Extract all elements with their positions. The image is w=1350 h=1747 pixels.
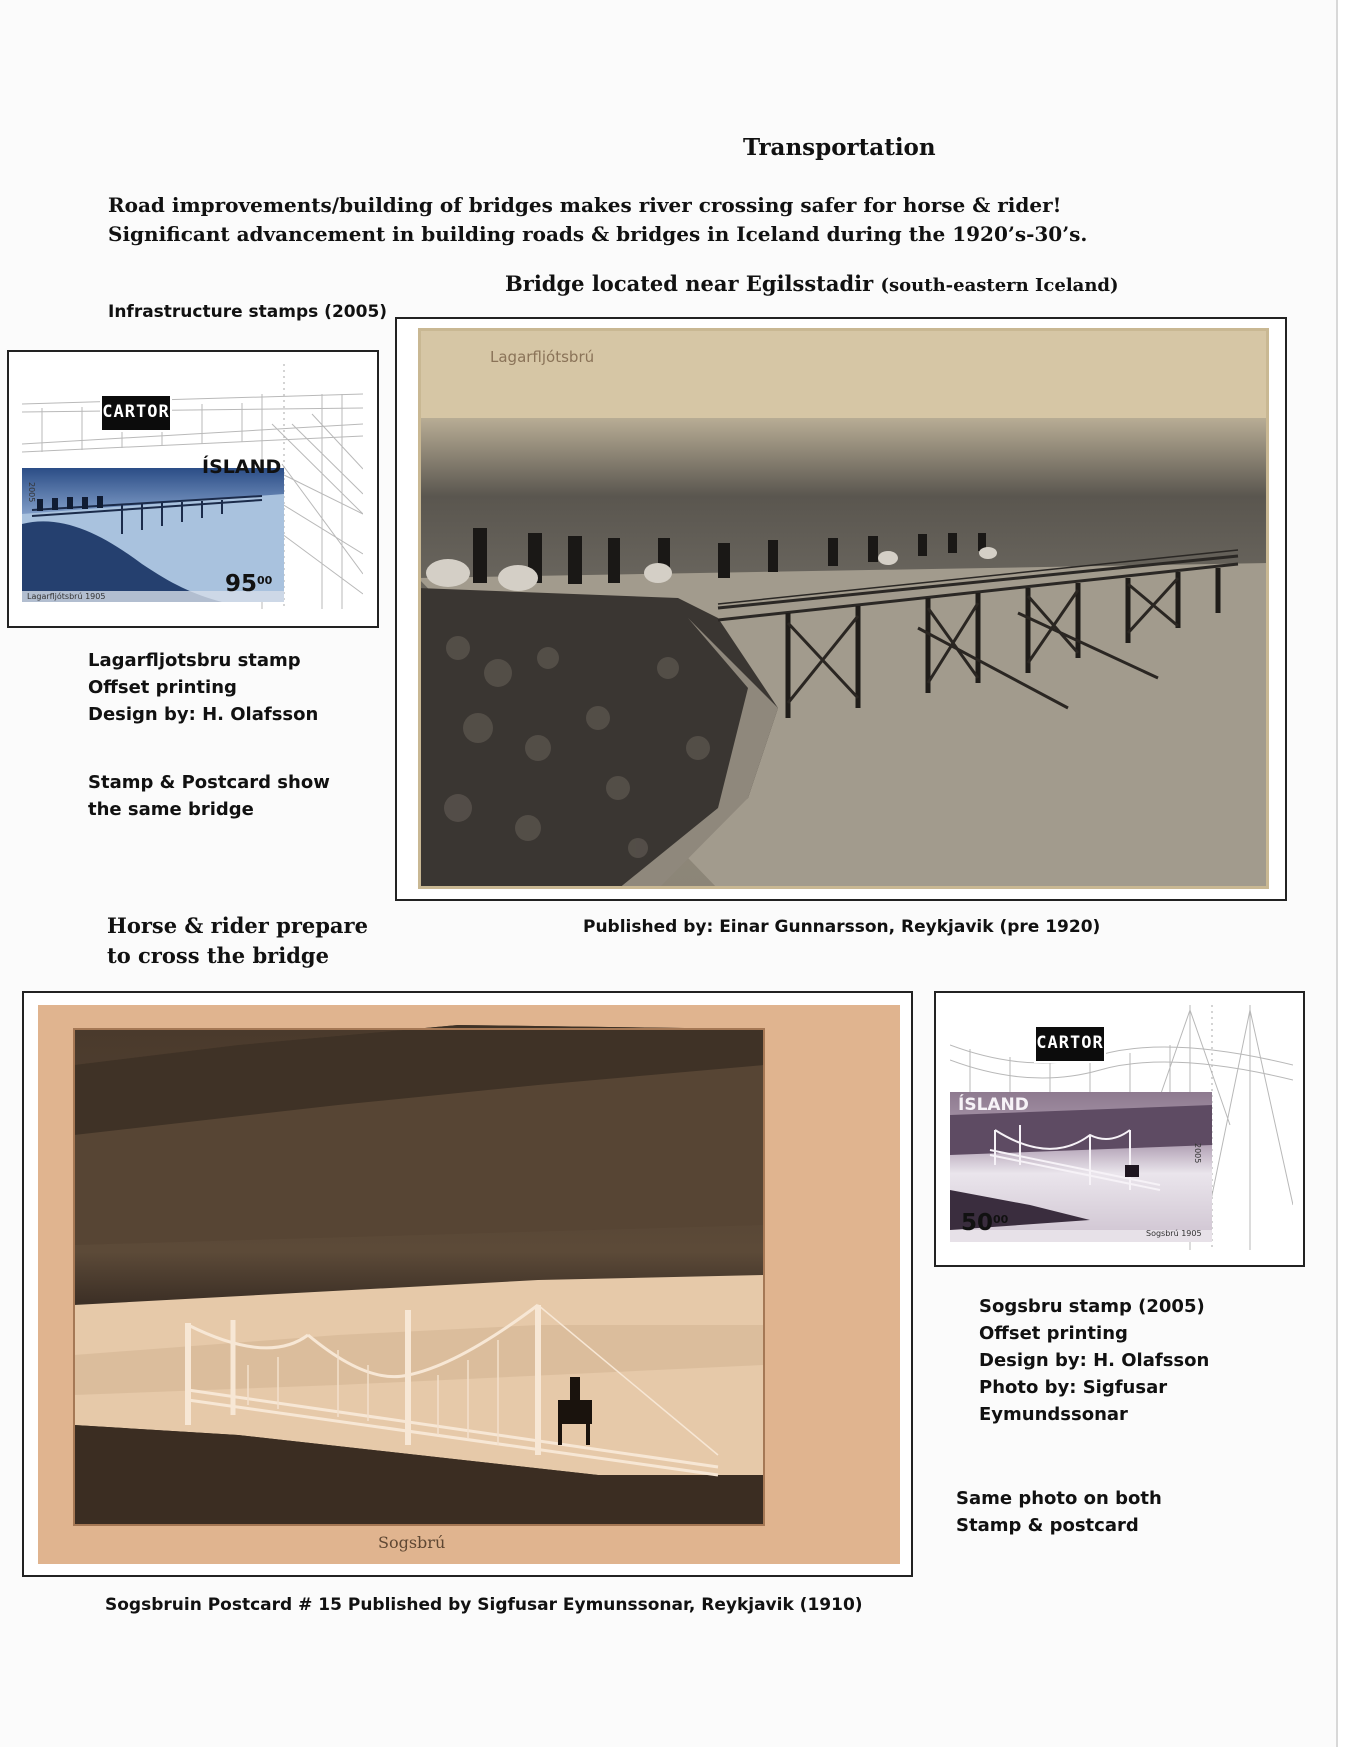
stamp2: [950, 1005, 1293, 1250]
stamp1-note-1: Lagarfljotsbru stamp: [88, 650, 301, 671]
page-title: Transportation: [743, 134, 936, 161]
stamp2-note-1: Sogsbru stamp (2005): [979, 1296, 1205, 1317]
stamp1-note-2: Offset printing: [88, 677, 237, 698]
same-bridge-note: [88, 769, 330, 823]
stamp2-cartor-logo: CARTOR: [1034, 1025, 1106, 1063]
stamp2-note-4: Photo by: Sigfusar: [979, 1377, 1168, 1398]
stamp2-value: [961, 1210, 1008, 1236]
same-bridge-line-2: the same bridge: [88, 799, 254, 820]
stamp1-value: [225, 571, 272, 597]
stamp2-value-cents: 00: [993, 1213, 1009, 1226]
stamp1-country: ÍSLAND: [202, 456, 282, 478]
stamp2-caption: Sogsbrú 1905: [1146, 1229, 1202, 1238]
horse-rider-heading: [107, 911, 368, 971]
intro-text: [108, 191, 1087, 249]
bridge-location-suffix: (south-eastern Iceland): [880, 275, 1119, 296]
stamp2-notes: [979, 1293, 1209, 1428]
stamp2-note-2: Offset printing: [979, 1323, 1128, 1344]
same-photo-line-2: Stamp & postcard: [956, 1515, 1139, 1536]
stamp1-note-3: Design by: H. Olafsson: [88, 704, 319, 725]
stamp1-value-cents: 00: [257, 574, 273, 587]
stamp2-note-5: Eymundssonar: [979, 1404, 1128, 1425]
intro-line-1: Road improvements/building of bridges makes river crossing safer for horse & rider!: [108, 193, 1062, 217]
horse-rider-line-2: to cross the bridge: [107, 943, 329, 968]
postcard1: [418, 328, 1269, 889]
stamp1-caption: Lagarfljótsbrú 1905: [27, 592, 106, 601]
postcard1-photo: [418, 328, 1269, 889]
bridge-location-heading: [505, 269, 1119, 301]
stamp2-country: ÍSLAND: [958, 1095, 1029, 1115]
horse-rider-line-1: Horse & rider prepare: [107, 913, 368, 938]
same-photo-line-1: Same photo on both: [956, 1488, 1162, 1509]
stamp1-artwork: [22, 364, 363, 609]
stamp1-value-main: 95: [225, 571, 258, 597]
stamp1-year: 2005: [27, 482, 36, 503]
stamp1-cartor-logo: CARTOR: [100, 394, 172, 432]
stamp1: [22, 364, 363, 609]
same-photo-note: [956, 1485, 1162, 1539]
stamp2-year: 2005: [1193, 1143, 1202, 1164]
postcard2-publisher: Sogsbruin Postcard # 15 Published by Sigfusar Eymunssonar, Reykjavik (1910): [105, 1595, 863, 1615]
intro-line-2: Significant advancement in building roads & bridges in Iceland during the 1920’s-30’s.: [108, 222, 1088, 246]
stamp1-notes: [88, 647, 318, 728]
bridge-location-prefix: Bridge located near Egilsstadir: [505, 271, 874, 296]
stamp2-note-3: Design by: H. Olafsson: [979, 1350, 1210, 1371]
postcard1-caption: Lagarfljótsbrú: [490, 348, 595, 366]
stamp2-value-main: 50: [961, 1210, 994, 1236]
postcard1-publisher: Published by: Einar Gunnarsson, Reykjavik (pre 1920): [583, 917, 1101, 937]
same-bridge-line-1: Stamp & Postcard show: [88, 772, 330, 793]
postcard2-caption: Sogsbrú: [378, 1533, 446, 1552]
postcard2: [38, 1005, 900, 1564]
postcard2-photo: [38, 1005, 900, 1564]
infrastructure-label: Infrastructure stamps (2005): [108, 302, 388, 322]
